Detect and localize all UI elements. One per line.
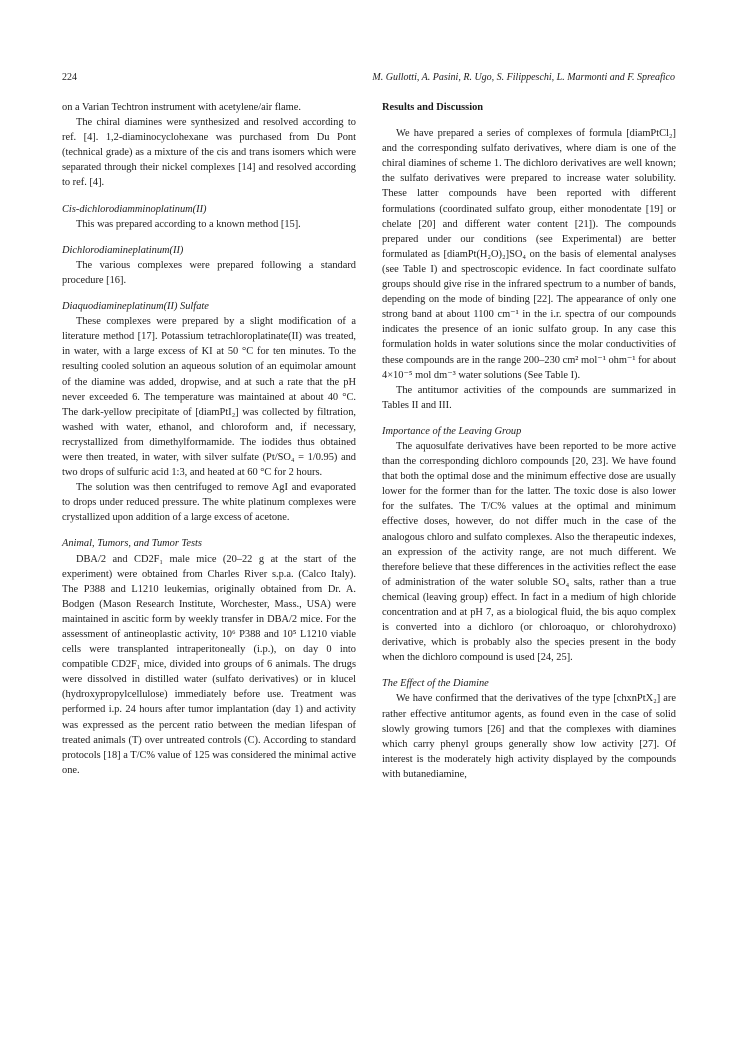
paragraph-centrifuge: The solution was then centrifuged to remove AgI and evaporated to drops under reduced pressure. The white platinum complexes were crystallized upon addition of a large excess of acetone.	[62, 482, 356, 524]
page-number: 224	[62, 72, 77, 83]
section-heading-cis-dichloro: Cis-dichlorodiamminoplatinum(II)	[62, 203, 207, 215]
paragraph-cis-dichloro: This was prepared according to a known method [15].	[76, 218, 301, 230]
paragraph-antitumor-summary: The antitumor activities of the compounds are summarized in Tables II and III.	[382, 384, 676, 411]
paragraph-diaquo-preparation: These complexes were prepared by a slight modification of a literature method [17]. Potassium tetrachloroplatinate(II) was treated, in water, with a large excess of KI at 50 °C for ten minutes. To the resulting cooled solution an aqueous solution of an equimolar amount of the diamine was added, dropwise, and at such a rate that the pH never exceeded 6. The temperature was maintained at about 40 °C. The dark-yellow precipitate of [diamPtI₂] was collected by filtration, washed with water, ethanol, and chloroform and, if necessary, recrystallized from dimethylformamide. The iodides thus obtained were then treated, in water, with silver sulfate (Pt/SO₄ = 1/0.95) and two drops of sulfuric acid 1:3, and heated at 60 °C for 2 hours.	[62, 316, 356, 479]
paragraph-dichlorodiamine: The various complexes were prepared following a standard procedure [16].	[62, 259, 356, 286]
section-heading-leaving-group: Importance of the Leaving Group	[382, 425, 522, 437]
section-heading-diamine-effect: The Effect of the Diamine	[382, 678, 489, 690]
running-head-authors: M. Gullotti, A. Pasini, R. Ugo, S. Filippeschi, L. Marmonti and F. Spreafico	[372, 72, 675, 83]
left-column	[62, 100, 356, 778]
paragraph-animal-tests: DBA/2 and CD2F₁ male mice (20–22 g at the start of the experiment) were obtained from Charles River s.p.a. (Calco Italy). The P388 and L1210 leukemias, originally obtained from Dr. A. Bodgen (Mason Research Institute, Worchester, Mass., USA) were maintained in ascitic form by weekly transfer in DBA/2 mice. For the assessment of antineoplastic activity, 10⁶ P388 and 10⁵ L1210 viable cells were transplanted intraperitoneally (i.p.), on day 0 into compatible CD2F₁ mice, divided into groups of 6 animals. The drugs were dissolved in distilled water (sulfato derivatives) or in klucel (hydroxypropylcellulose) immediately before use. Treatment was performed i.p. 24 hours after tumor implantation (day 1) and activity was expressed as the percent ratio between the median lifespan of treated animals (T) over untreated controls (C). According to standard protocols [18] a T/C% value of 125 was considered the minimal active one.	[62, 553, 356, 776]
section-heading-dichlorodiamine: Dichlorodiamineplatinum(II)	[62, 244, 184, 256]
right-column	[382, 100, 676, 782]
paragraph-chiral-diamines: The chiral diamines were synthesized and resolved according to ref. [4]. 1,2-diaminocyclohexane was purchased from Du Pont (technical grade) as a mixture of the cis and trans isomers which were separated through their nickel complexes [14] and resolved according to ref. [4].	[62, 117, 356, 189]
paragraph-diamine-effect: We have confirmed that the derivatives of the type [chxnPtX₂] are rather effective antitumor agents, as found even in the case of solid slowly growing tumors [26] and that the complexes with diamines which carry phenyl groups generally show low activity [27]. Of interest is the moderately high activity displayed by the compounds with butanediamine,	[382, 693, 676, 780]
section-heading-results: Results and Discussion	[382, 102, 484, 113]
paragraph-instrument: on a Varian Techtron instrument with acetylene/air flame.	[62, 102, 301, 113]
paragraph-leaving-group: The aquosulfate derivatives have been reported to be more active than the corresponding dichloro compounds [20, 23]. We have found that both the optimal dose and the minimum effective dose are usually lower for the former than for the latter. The toxic dose is also lower for the sulfates. The T/C% values at the optimal and minimum effective doses, however, do not differ much in the case of the analogous chloro and sulfato complexes. Also the therapeutic indexes, an expression of the activity range, are not much different. We therefore believe that these differences in the activities reflect the ease of administration of the water soluble SO₄ salts, rather than a true chemical (leaving group) effect. In fact in a medium of high chloride concentration and at pH 7, as a biological fluid, the bis aquo complex is converted into a dichloro (or chloroaquo, or chlorohydroxo) derivative, which is probably also the species present in the body when the dichloro compound is used [24, 25].	[382, 440, 676, 664]
section-heading-animal-tests: Animal, Tumors, and Tumor Tests	[62, 538, 202, 550]
running-header	[62, 72, 675, 88]
paragraph-results-complexes: We have prepared a series of complexes of formula [diamPtCl₂] and the corresponding sulfato derivatives, where diam is one of the chiral diamines of scheme 1. The dichloro derivatives are well known; the sulfato derivatives were prepared to increase water solubility. These latter compounds have been reported with different formulations (coordinated sulfato group, either monodentate [19] or chelate [20] and different water content [21]). The compounds prepared under our conditions (see Experimental) are better formulated as [diamPt(H₂O)₂]SO₄ on the basis of elemental analyses (see Table I) and spectroscopic evidence. In fact coordinate sulfato groups should give rise in the infrared spectrum to a number of bands, depending on the mode of binding [22]. The appearance of only one strong band at about 1100 cm⁻¹ in the i.r. spectra of our compounds indicates the presence of an ionic sulfato group. In any case this formulation holds in water solutions since the molar conductivities of these compounds are in the range 200–230 cm² mol⁻¹ ohm⁻¹ for about 4×10⁻⁵ mol dm⁻³ water solutions (See Table I).	[382, 128, 676, 381]
section-heading-diaquo-sulfate: Diaquodiamineplatinum(II) Sulfate	[62, 301, 209, 313]
